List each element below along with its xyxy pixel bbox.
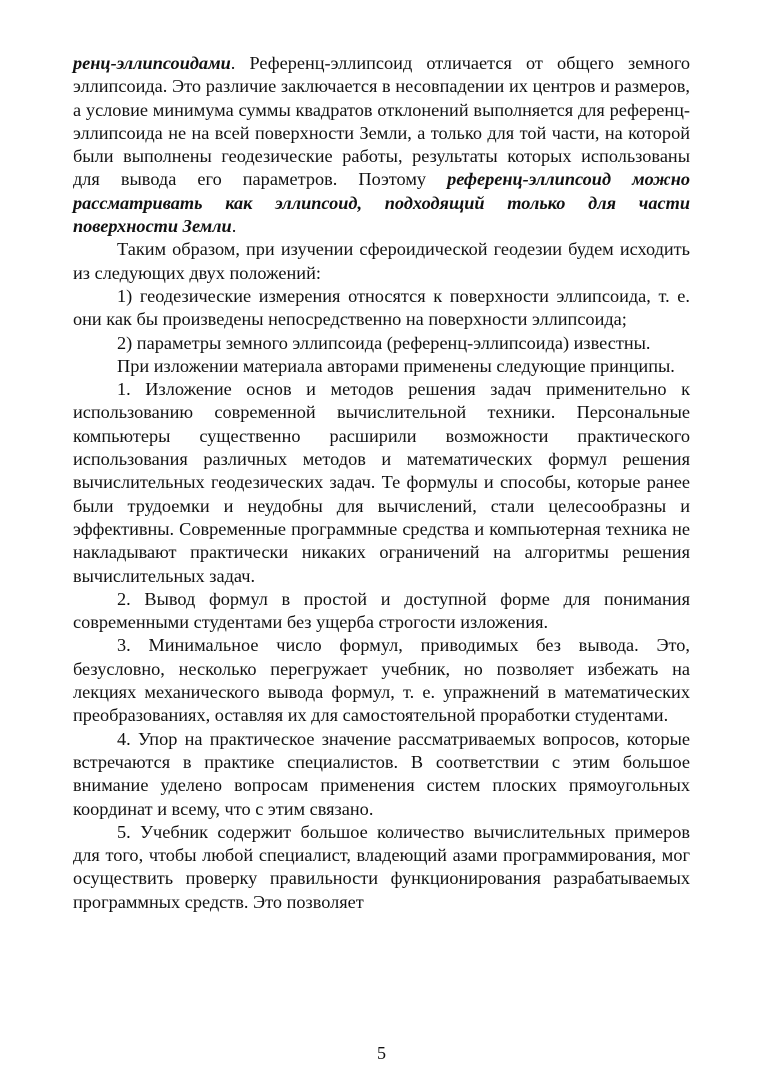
paragraph-1-text-a: . Референц-эллипсоид отличается от общего земного эллипсоида. Это различие заключается в несовпадении их центров и размеров, а условие минимума суммы квадратов отклонений выполняется для референц-эллипсоида не на всей поверхности Земли, а только для той части, на которой были выполнены геодезические работы, результаты которых использованы для вывода его параметров. Поэтому [73,53,690,190]
page-number: 5 [377,1043,386,1063]
emphasis-term: ренц-эллипсоидами [73,53,231,73]
paragraph-1 [73,52,690,238]
principle-2: 2. Вывод формул в простой и доступной форме для понимания современными студентами без ущерба строгости изложения. [73,588,690,633]
paragraph-1-text-b: . [231,216,237,237]
principle-1: 1. Изложение основ и методов решения задач применительно к использованию современной вычислительной техники. Персональные компьютеры существенно расширили возможности практического использования различных методов и математических формул решения вычислительных геодезических задач. Те формулы и способы, которые ранее были трудоемки и неудобны для вычислений, стали целесообразны и эффективны. Современные программные средства и компьютерная техника не накладывают практически никаких ограничений на алгоритмы решения вычислительных задач. [73,379,690,586]
paragraph-2: Таким образом, при изучении сфероидической геодезии будем исходить из следующих двух положений: [73,239,690,283]
list-item-1: 1) геодезические измерения относятся к поверхности эллипсоида, т. е. они как бы произведены непосредственно на поверхности эллипсоида; [73,285,690,330]
emphasis-statement: референц-эллипсоид можно рассматривать как эллипсоид, подходящий только для части поверхности Земли [73,169,691,237]
paragraph-principles-intro: При изложении материала авторами применены следующие принципы. [117,355,675,376]
page-body [73,52,690,914]
list-item-2: 2) параметры земного эллипсоида (референц-эллипсоида) известны. [117,332,651,353]
principle-4: 4. Упор на практическое значение рассматриваемых вопросов, которые встречаются в практике специалистов. В соответствии с этим большое внимание уделено вопросам применения систем плоских прямоугольных координат и всему, что с этим связано. [73,728,690,819]
principle-5: 5. Учебник содержит большое количество вычислительных примеров для того, чтобы любой специалист, владеющий азами программирования, мог осуществить проверку правильности функционирования разрабатываемых программных средств. Это позволяет [73,821,690,912]
principle-3: 3. Минимальное число формул, приводимых без вывода. Это, безусловно, несколько перегружает учебник, но позволяет избежать на лекциях механического вывода формул, т. е. упражнений в математических преобразованиях, оставляя их для самостоятельной проработки студентами. [73,635,690,726]
